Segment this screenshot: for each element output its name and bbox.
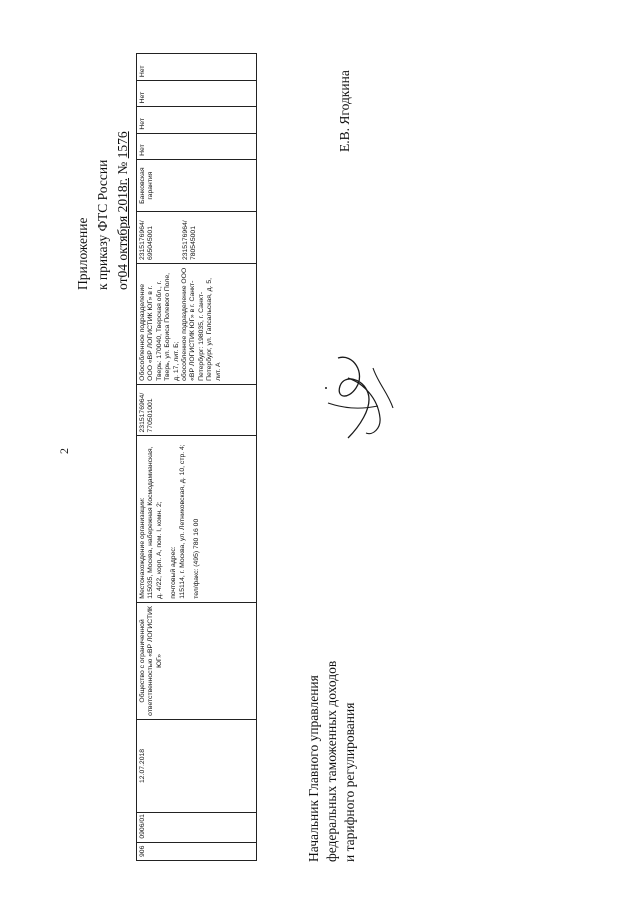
signatory-name: Е.В. Ягодкина: [337, 70, 352, 152]
branch-spacer: [156, 215, 182, 260]
branch-line: Обособленное подразделение ООО «ВР ЛОГИСТИК ЮГ» в г. Тверь: 170040, Тверская обл., г. Тверь, ул. Бориса Полевого Поле, д. 17, лит. Б;: [139, 272, 180, 381]
appendix-order-ref: к приказу ФТС России: [95, 159, 110, 290]
appendix-number-prefix: №: [115, 161, 130, 175]
page-number: 2: [57, 448, 71, 454]
appendix-title: Приложение: [75, 217, 90, 290]
cell-inn-kpp: 2315176964/ 770501001: [137, 384, 256, 436]
handwritten-signature: [318, 348, 398, 443]
registry-table: [136, 53, 257, 861]
cell-index: 906: [137, 842, 256, 860]
cell-branches-inn-kpp: [137, 211, 256, 263]
appendix-from-prefix: от: [115, 277, 130, 290]
cell-flag: Нет: [137, 133, 256, 159]
address-line: Местонахождение организации:: [139, 497, 146, 599]
signatory-title-line: Начальник Главного управления: [306, 675, 321, 862]
address-line: тел/факс: (495) 780 16 00: [193, 518, 201, 599]
appendix-date-line: [113, 131, 133, 290]
address-line: почтовый адрес:: [170, 546, 178, 599]
signatory-title-line: и тарифного регулирования: [342, 702, 357, 862]
cell-branches: [137, 263, 256, 384]
cell-flag: Нет: [137, 80, 256, 106]
address-line: 115114, г. Москва, ул. Летниковская, д. 10, стр. 4;: [178, 444, 186, 599]
cell-org-name: Общество с ограниченной ответственностью «ВР ЛОГИСТИК ЮГ»: [137, 602, 256, 719]
branch-line: обособленное подразделение ООО «ВР ЛОГИСТИК ЮГ» в г. Санкт-Петербург: 198035, г. Санкт-Петербург, ул. Гапсальская, д. 5, лит. А: [181, 267, 222, 381]
cell-reg-number: 0906/01: [137, 812, 256, 842]
branch-inn-kpp: 2315176964/ 780545001: [181, 220, 198, 261]
signatory-title-line: федеральных таможенных доходов: [324, 660, 339, 862]
branch-inn-kpp: 2315176964/ 695045001: [139, 220, 155, 261]
address-line: 115035, Москва, набережная Космодамианская, д. 4/22, корп. А, пом. I, комн. 2;: [147, 446, 163, 599]
cell-date: 12.07.2018: [137, 719, 256, 812]
cell-address: [137, 435, 256, 601]
cell-flag: Нет: [139, 65, 146, 78]
appendix-date: 04 октября 2018г.: [115, 177, 130, 278]
signatory-title: [305, 661, 359, 862]
appendix-header: [73, 131, 133, 290]
cell-flag: Нет: [137, 106, 256, 132]
cell-guarantee: Банковская гарантия: [137, 159, 256, 212]
appendix-number: 1576: [115, 131, 130, 159]
